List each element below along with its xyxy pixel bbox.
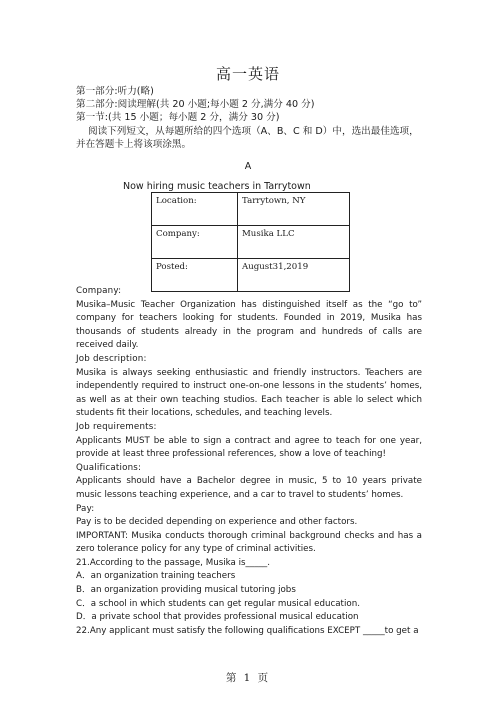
- section-heading: Job requirements:: [76, 421, 157, 432]
- table-row: [152, 193, 350, 226]
- paragraph: 21.According to the passage, Musika is_____.: [76, 557, 271, 568]
- table-cell: Company:: [152, 226, 238, 259]
- paragraph: Applicants should have a Bachelor degree in music, 5 to 10 years private music lessons teaching experience, and a car to travel to students’ homes.: [76, 476, 422, 500]
- section-heading: Pay:: [76, 503, 95, 514]
- page-number: 第 1 页: [225, 672, 271, 684]
- table-cell: Posted:: [152, 259, 238, 292]
- passage-letter: A: [244, 161, 252, 172]
- section-line: 第一部分:听力(略): [76, 86, 154, 97]
- section-heading: Job description:: [76, 353, 147, 364]
- paragraph: Musika is always seeking enthusiastic and friendly instructors. Teachers are independently required to instruct one-on-one lessons in the students’ homes, as well as at their own teaching studios. Each teacher is able lo select which students fit their locations, schedules, and teaching levels.: [76, 367, 422, 419]
- table-cell: Tarrytown, NY: [238, 193, 350, 226]
- job-info-table: [151, 192, 350, 292]
- paragraph: IMPORTANT: Musika conducts thorough criminal background checks and has a zero tolerance policy for any type of criminal activities.: [76, 530, 422, 555]
- table-cell: Location:: [152, 193, 238, 226]
- section-line: 第一节:(共 15 小题；每小题 2 分，满分 30 分): [76, 112, 280, 123]
- job-title: Now hiring music teachers in Tarrytown: [123, 181, 311, 192]
- page-title: 高一英语: [215, 65, 280, 83]
- paragraph: Applicants MUST be able to sign a contract and agree to teach for one year, provide at least three professional references, show a love of teaching!: [76, 435, 422, 460]
- table-row: [152, 226, 350, 259]
- paragraph: C．a school in which students can get regular musical education.: [76, 598, 360, 609]
- passage-body: [76, 285, 422, 638]
- section-heading: Qualifications:: [76, 462, 142, 473]
- paragraph: B．an organization providing musical tutoring jobs: [76, 585, 296, 596]
- section-line: 第二部分:阅读理解(共 20 小题;每小题 2 分,满分 40 分): [76, 99, 315, 110]
- paragraph: Pay is to be decided depending on experience and other factors.: [76, 517, 358, 528]
- paragraph: D．a private school that provides professional musical education: [76, 612, 359, 623]
- paragraph: 22.Any applicant must satisfy the following qualifications EXCEPT _____to get a: [76, 625, 419, 636]
- instructions: [76, 125, 422, 151]
- paragraph: Musika–Music Teacher Organization has distinguished itself as the “go to” company for teachers looking for students. Founded in 2019, Musika has thousands of students already in the program and hundreds of calls are received daily.: [76, 299, 422, 351]
- section-heading: Company:: [76, 286, 122, 296]
- instruction-line: 并在答题卡上将该项涂黑。: [76, 139, 192, 150]
- table-cell: Musika LLC: [238, 226, 350, 259]
- paragraph: A．an organization training teachers: [76, 571, 236, 582]
- table-cell: August31,2019: [238, 259, 350, 292]
- instruction-line: 阅读下列短文，从每题所给的四个选项（A、B、C 和 D）中，选出最佳选项，: [88, 126, 419, 137]
